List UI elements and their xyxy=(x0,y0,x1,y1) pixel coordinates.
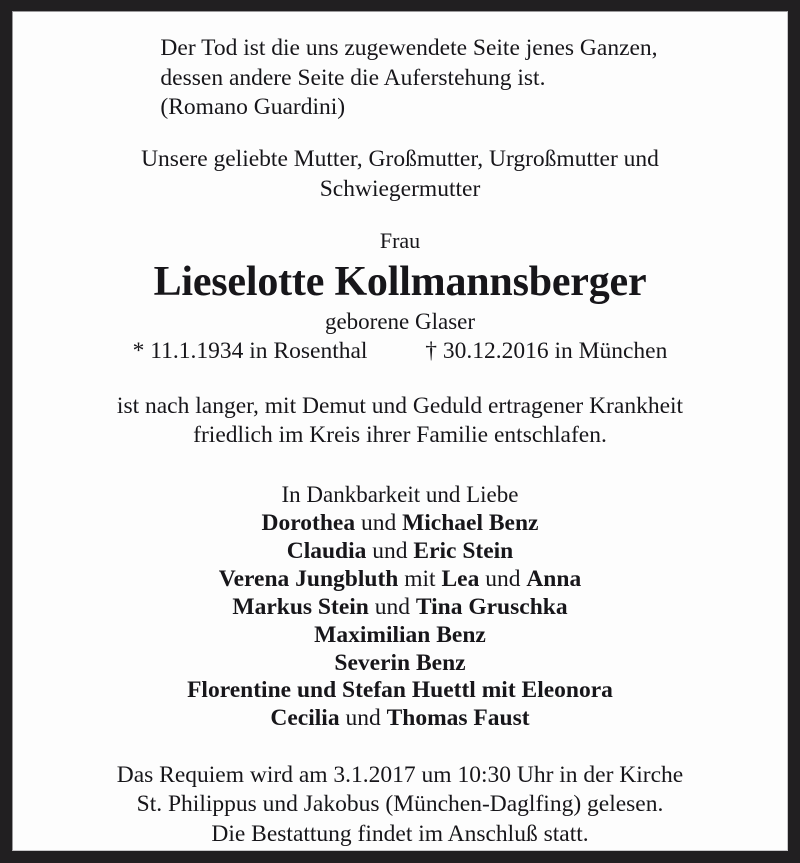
birth-place: Rosenthal xyxy=(273,338,368,365)
birth-date: 11.1.1934 xyxy=(150,338,244,365)
survivors-list xyxy=(39,510,761,733)
survivor-conjunction: und xyxy=(355,510,403,537)
survivor-line xyxy=(39,594,761,622)
survivor-name: Anna xyxy=(526,566,582,593)
relationship-block xyxy=(39,145,761,205)
survivor-conjunction: und xyxy=(366,538,414,565)
survivor-name: Eric Stein xyxy=(413,538,514,565)
survivor-name: Dorothea xyxy=(261,510,356,537)
survivor-line xyxy=(39,650,761,678)
survivor-line xyxy=(39,622,761,650)
survivor-name: Claudia xyxy=(286,538,367,565)
survivor-name: Cecilia xyxy=(270,705,340,732)
survivor-conjunction: mit xyxy=(398,566,442,593)
survivor-name: Michael Benz xyxy=(402,510,539,537)
death-date: 30.12.2016 xyxy=(442,338,549,365)
survivor-name: Severin Benz xyxy=(334,649,466,676)
birth-preposition: in xyxy=(249,338,268,365)
salutation: Frau xyxy=(379,227,421,253)
relationship-line-1: Unsere geliebte Mutter, Großmutter, Urgroßmutter und xyxy=(141,146,659,173)
service-line-3: Die Bestattung findet im Anschluß statt. xyxy=(211,820,589,847)
survivor-line xyxy=(39,538,761,566)
survivor-conjunction: und xyxy=(479,566,527,593)
birth-symbol-icon: * xyxy=(132,338,145,365)
page-title: Lieselotte Kollmannsberger xyxy=(153,259,647,306)
passing-block xyxy=(39,392,761,451)
survivor-conjunction: und xyxy=(368,593,416,620)
service-details xyxy=(39,761,761,849)
quotation-attribution: (Romano Guardini) xyxy=(160,94,346,121)
survivor-name: Thomas Faust xyxy=(386,705,530,732)
service-line-2: St. Philippus und Jakobus (München-Daglfing) gelesen. xyxy=(136,791,664,818)
quotation-line-2: dessen andere Seite die Auferstehung ist. xyxy=(160,64,546,91)
survivor-line xyxy=(39,705,761,733)
quotation-line-1: Der Tod ist die uns zugewendete Seite jenes Ganzen, xyxy=(160,35,658,61)
life-dates xyxy=(39,337,761,365)
survivor-name: Maximilian Benz xyxy=(314,621,486,648)
survivor-name: Verena Jungbluth xyxy=(218,566,399,593)
service-line-1: Das Requiem wird am 3.1.2017 um 10:30 Uhr in der Kirche xyxy=(116,762,684,789)
passing-line-1: ist nach langer, mit Demut und Geduld ertragener Krankheit xyxy=(116,392,684,419)
quotation-block xyxy=(39,34,761,123)
survivor-line xyxy=(39,677,761,705)
death-place: München xyxy=(578,338,668,365)
survivor-name: Lea xyxy=(441,566,480,593)
death-symbol-icon: † xyxy=(425,338,437,365)
survivor-line xyxy=(39,510,761,538)
passing-line-2: friedlich im Kreis ihrer Familie entschlafen. xyxy=(193,422,607,449)
relationship-line-2: Schwiegermutter xyxy=(319,176,481,202)
maiden-name: geborene Glaser xyxy=(324,308,476,334)
gratitude-intro: In Dankbarkeit und Liebe xyxy=(281,481,519,507)
survivor-name: Markus Stein xyxy=(232,593,369,620)
survivor-name: Florentine und Stefan Huettl mit Eleonora xyxy=(187,677,613,704)
survivor-line xyxy=(39,566,761,594)
death-preposition: in xyxy=(554,338,573,365)
survivor-conjunction: und xyxy=(339,705,387,732)
obituary-notice xyxy=(12,11,788,851)
survivor-name: Tina Gruschka xyxy=(415,593,568,620)
